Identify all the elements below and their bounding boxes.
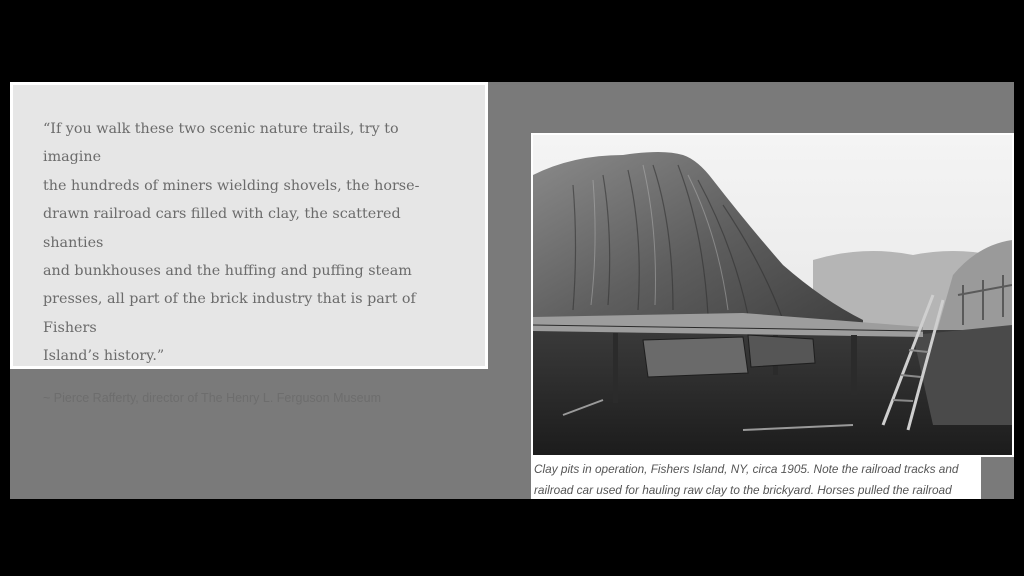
- caption-line: railroad car used for hauling raw clay to the brickyard. Horses pulled the railroad: [534, 482, 952, 497]
- quote-card: [10, 82, 488, 405]
- historic-photo: [531, 133, 1014, 457]
- quote-line: and bunkhouses and the huffing and puffing steam: [43, 263, 412, 280]
- content-area: [10, 82, 1014, 499]
- quote-attribution: ~ Pierce Rafferty, director of The Henry L. Ferguson Museum: [43, 390, 381, 405]
- quote-text: [43, 115, 457, 371]
- quote-line: Island’s history.”: [43, 348, 165, 365]
- quote-line: “If you walk these two scenic nature trails, try to imagine: [43, 121, 399, 166]
- caption-line: Clay pits in operation, Fishers Island, NY, circa 1905. Note the railroad tracks and: [534, 462, 959, 476]
- quote-line: the hundreds of miners wielding shovels, the horse-: [43, 177, 420, 194]
- quote-line: drawn railroad cars filled with clay, the scattered shanties: [43, 206, 401, 251]
- quote-line: presses, all part of the brick industry that is part of Fishers: [43, 291, 416, 336]
- photo-caption: [531, 457, 981, 499]
- clay-pits-photo-illustration: [533, 135, 1012, 455]
